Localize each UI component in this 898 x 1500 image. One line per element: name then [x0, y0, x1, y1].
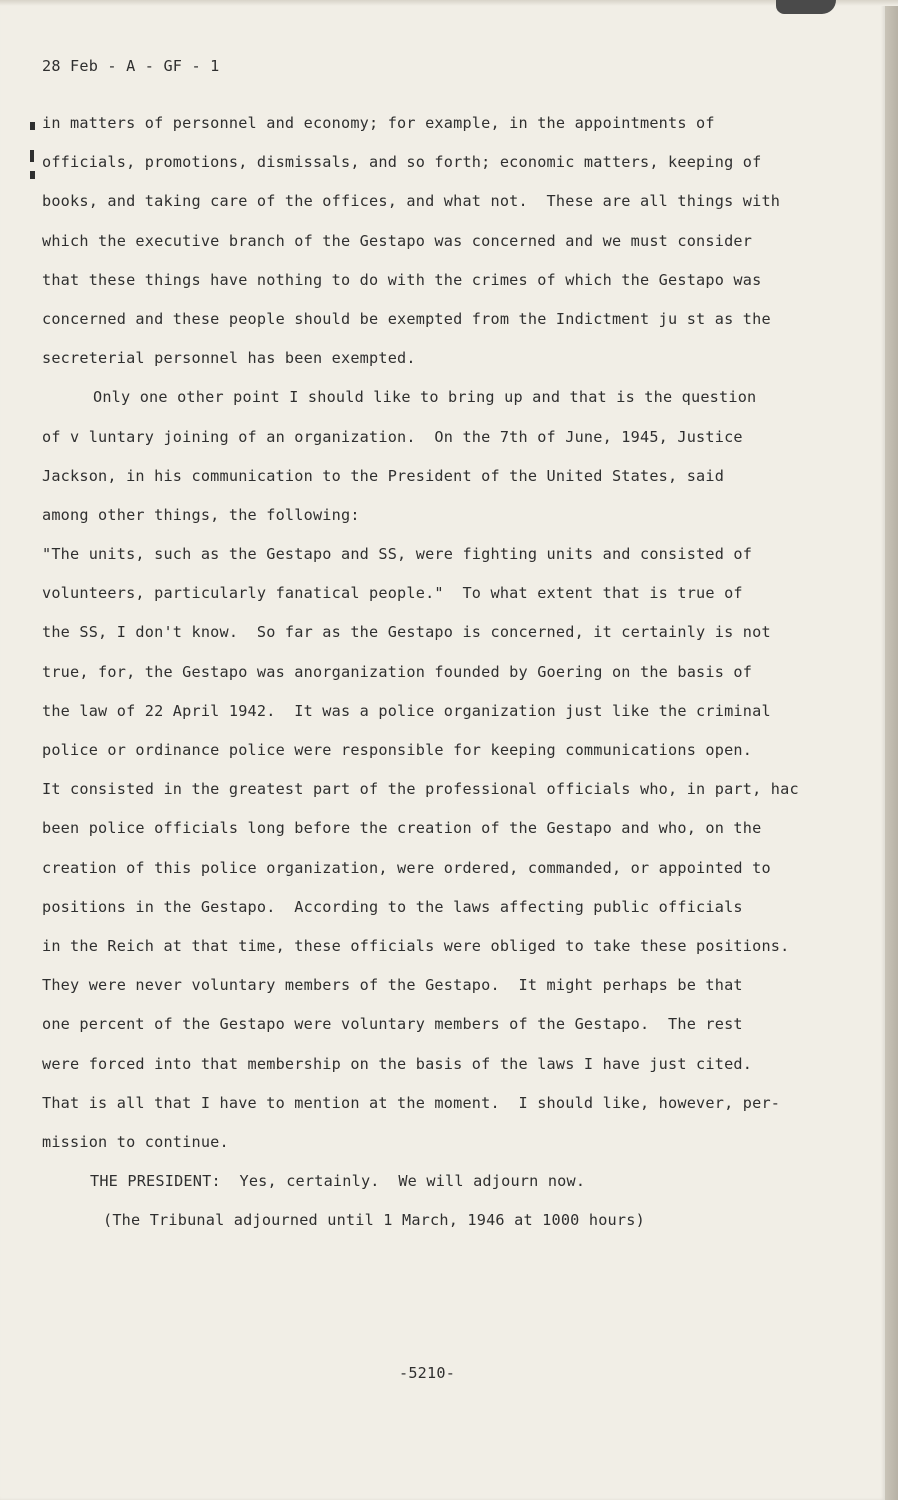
text-line: been police officials long before the creation of the Gestapo and who, on the: [42, 819, 762, 838]
text-line: They were never voluntary members of the Gestapo. It might perhaps be that: [42, 976, 743, 995]
text-line: Jackson, in his communication to the President of the United States, said: [42, 466, 725, 485]
adjournment-note: (The Tribunal adjourned until 1 March, 1946 at 1000 hours): [103, 1211, 645, 1230]
text-line: secreterial personnel has been exempted.: [42, 349, 416, 368]
text-line: concerned and these people should be exempted from the Indictment ju st as the: [42, 309, 771, 328]
text-line: Only one other point I should like to bring up and that is the question: [93, 388, 757, 407]
text-line: which the executive branch of the Gestapo was concerned and we must consider: [42, 231, 753, 250]
page-edge: [885, 0, 898, 1500]
corner-mark: [776, 0, 836, 14]
text-line: creation of this police organization, were ordered, commanded, or appointed to: [42, 858, 771, 877]
text-line: among other things, the following:: [42, 505, 360, 524]
text-line: mission to continue.: [42, 1132, 229, 1151]
text-line: were forced into that membership on the basis of the laws I have just cited.: [42, 1054, 753, 1073]
speaker-line: THE PRESIDENT: Yes, certainly. We will adjourn now.: [90, 1172, 586, 1191]
document-body: [42, 111, 832, 1247]
margin-mark: [30, 150, 34, 162]
text-line: in matters of personnel and economy; for example, in the appointments of: [42, 114, 715, 132]
text-line: books, and taking care of the offices, and what not. These are all things with: [42, 192, 781, 211]
text-line: It consisted in the greatest part of the professional officials who, in part, hac: [42, 780, 799, 799]
text-line: That is all that I have to mention at the moment. I should like, however, per-: [42, 1093, 781, 1112]
document-header-ref: 28 Feb - A - GF - 1: [42, 57, 220, 75]
margin-mark: [30, 122, 35, 130]
text-line: one percent of the Gestapo were voluntary members of the Gestapo. The rest: [42, 1015, 743, 1034]
text-line: positions in the Gestapo. According to the laws affecting public officials: [42, 897, 743, 916]
page-number: -5210-: [399, 1364, 456, 1382]
text-line: "The units, such as the Gestapo and SS, were fighting units and consisted of: [42, 545, 753, 564]
text-line: true, for, the Gestapo was anorganization founded by Goering on the basis of: [42, 662, 753, 681]
text-line: of v luntary joining of an organization. On the 7th of June, 1945, Justice: [42, 427, 743, 446]
text-line: in the Reich at that time, these officials were obliged to take these positions.: [42, 936, 790, 955]
text-line: the law of 22 April 1942. It was a police organization just like the criminal: [42, 701, 771, 720]
text-line: the SS, I don't know. So far as the Gestapo is concerned, it certainly is not: [42, 623, 771, 642]
text-line: police or ordinance police were responsible for keeping communications open.: [42, 741, 753, 759]
text-line: that these things have nothing to do with the crimes of which the Gestapo was: [42, 270, 762, 289]
margin-mark: [30, 171, 35, 179]
text-line: officials, promotions, dismissals, and so forth; economic matters, keeping of: [42, 153, 762, 172]
text-line: volunteers, particularly fanatical people." To what extent that is true of: [42, 584, 743, 603]
page-top-edge: [0, 0, 898, 6]
